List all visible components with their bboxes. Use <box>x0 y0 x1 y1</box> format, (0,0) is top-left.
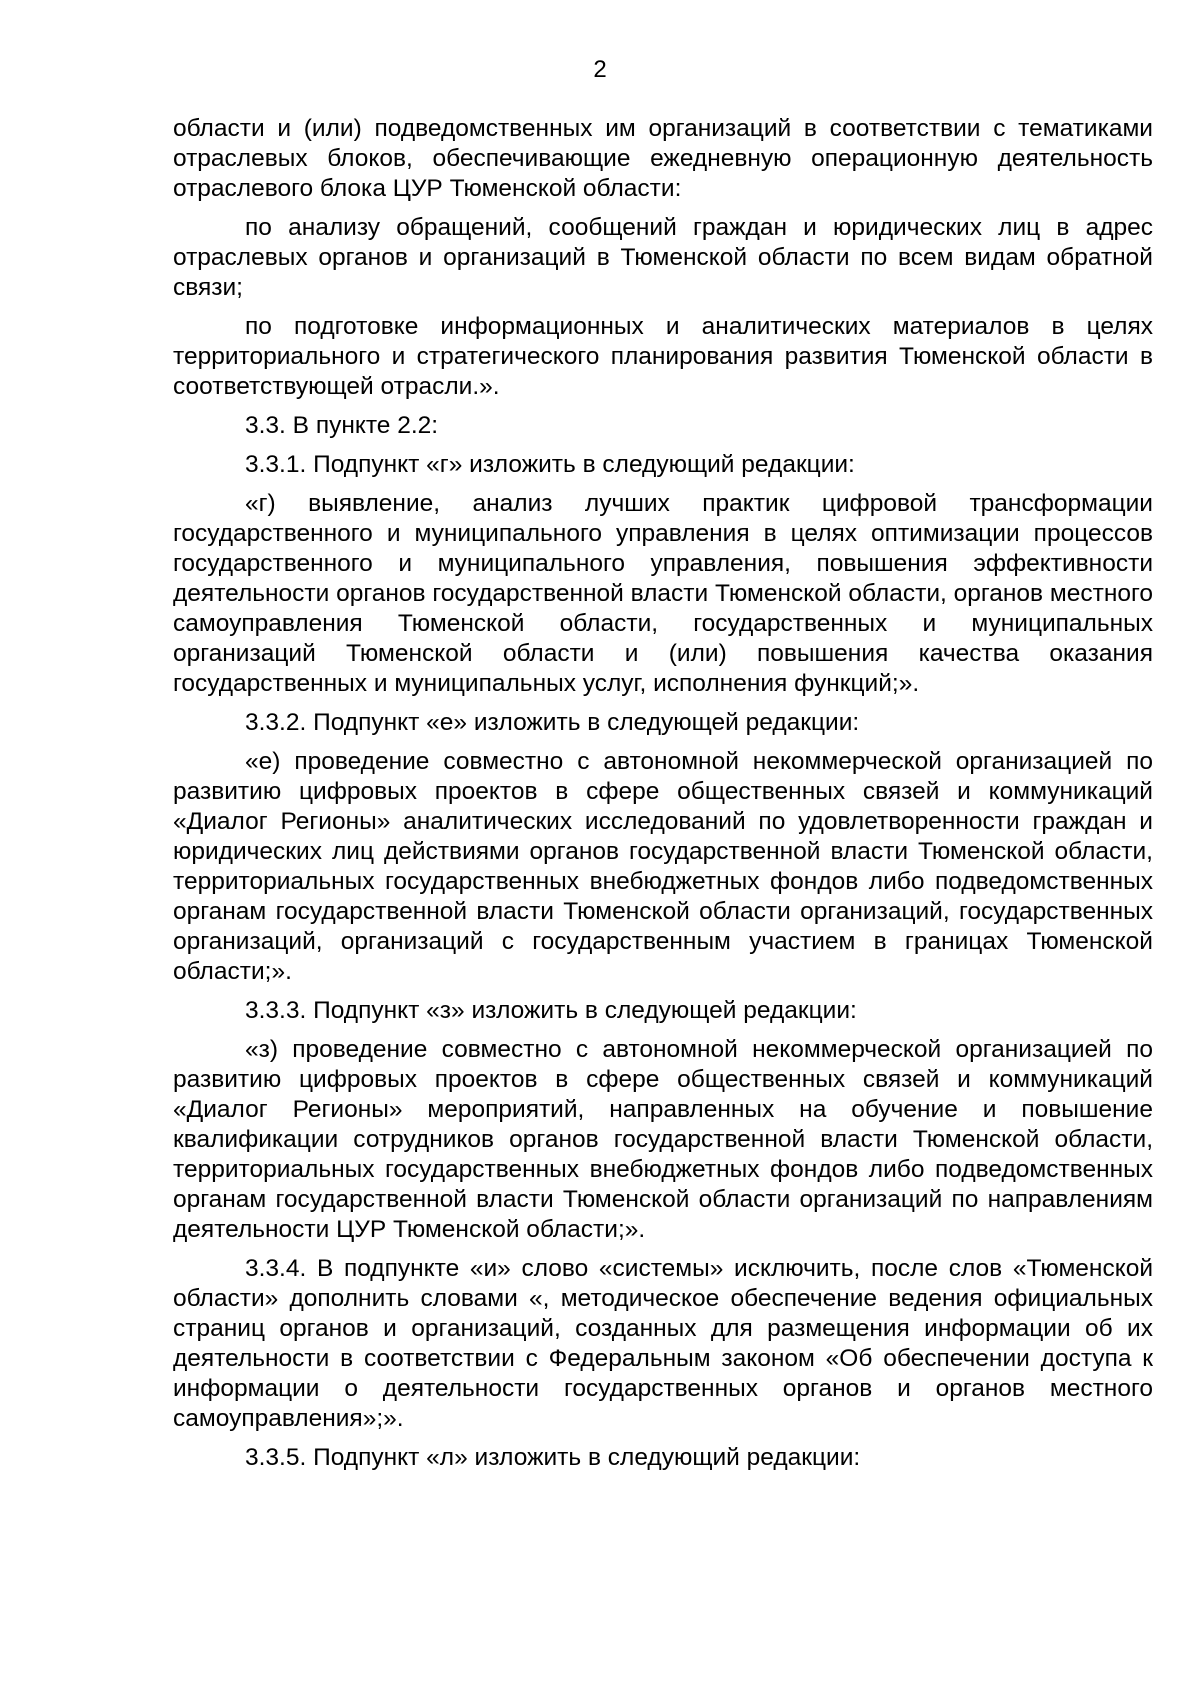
paragraph-appeals-analysis: по анализу обращений, сообщений граждан и юридических лиц в адрес отраслевых органов и организаций в Тюменской области по всем видам обратной связи; <box>173 214 1153 301</box>
page-number: 2 <box>593 56 607 83</box>
paragraph-item-3-3-3: 3.3.3. Подпункт «з» изложить в следующей редакции: <box>245 997 857 1024</box>
document-body <box>173 114 1153 1482</box>
paragraph-subitem-z: «з) проведение совместно с автономной некоммерческой организацией по развитию цифровых проектов в сфере общественных связей и коммуникаций «Диалог Регионы» мероприятий, направленных на обучение и повышение квалификации сотрудников органов государственной власти Тюменской области, территориальных государственных внебюджетных фондов либо подведомственных органам государственной власти Тюменской области организаций по направлениям деятельности ЦУР Тюменской области;». <box>173 1036 1153 1243</box>
paragraph-subitem-e: «е) проведение совместно с автономной некоммерческой организацией по развитию цифровых проектов в сфере общественных связей и коммуникаций «Диалог Регионы» аналитических исследований по удовлетворенности граждан и юридических лиц действиями органов государственной власти Тюменской области, территориальных государственных внебюджетных фондов либо подведомственных органам государственной власти Тюменской области организаций, государственных организаций, организаций с государственным участием в границах Тюменской области;». <box>173 748 1153 985</box>
paragraph-item-3-3-1: 3.3.1. Подпункт «г» изложить в следующий редакции: <box>245 451 855 478</box>
paragraph-subitem-g: «г) выявление, анализ лучших практик цифровой трансформации государственного и муниципального управления в целях оптимизации процессов государственного и муниципального управления, повышения эффективности деятельности органов государственной власти Тюменской области, органов местного самоуправления Тюменской области, государственных и муниципальных организаций Тюменской области и (или) повышения качества оказания государственных и муниципальных услуг, исполнения функций;». <box>173 490 1153 697</box>
paragraph-item-3-3-2: 3.3.2. Подпункт «е» изложить в следующей редакции: <box>245 709 860 736</box>
paragraph-item-3-3-5: 3.3.5. Подпункт «л» изложить в следующий редакции: <box>245 1444 861 1471</box>
paragraph-item-3-3-4: 3.3.4. В подпункте «и» слово «системы» исключить, после слов «Тюменской области» дополнить словами «, методическое обеспечение ведения официальных страниц органов и организаций, созданных для размещения информации об их деятельности в соответствии с Федеральным законом «Об обеспечении доступа к информации о деятельности государственных органов и органов местного самоуправления»;». <box>173 1255 1153 1432</box>
paragraph-continuation: области и (или) подведомственных им организаций в соответствии с тематиками отраслевых блоков, обеспечивающие ежедневную операционную деятельность отраслевого блока ЦУР Тюменской области: <box>173 115 1153 202</box>
paragraph-analytical-materials: по подготовке информационных и аналитических материалов в целях территориального и стратегического планирования развития Тюменской области в соответствующей отрасли.». <box>173 313 1153 400</box>
paragraph-item-3-3: 3.3. В пункте 2.2: <box>245 412 439 439</box>
